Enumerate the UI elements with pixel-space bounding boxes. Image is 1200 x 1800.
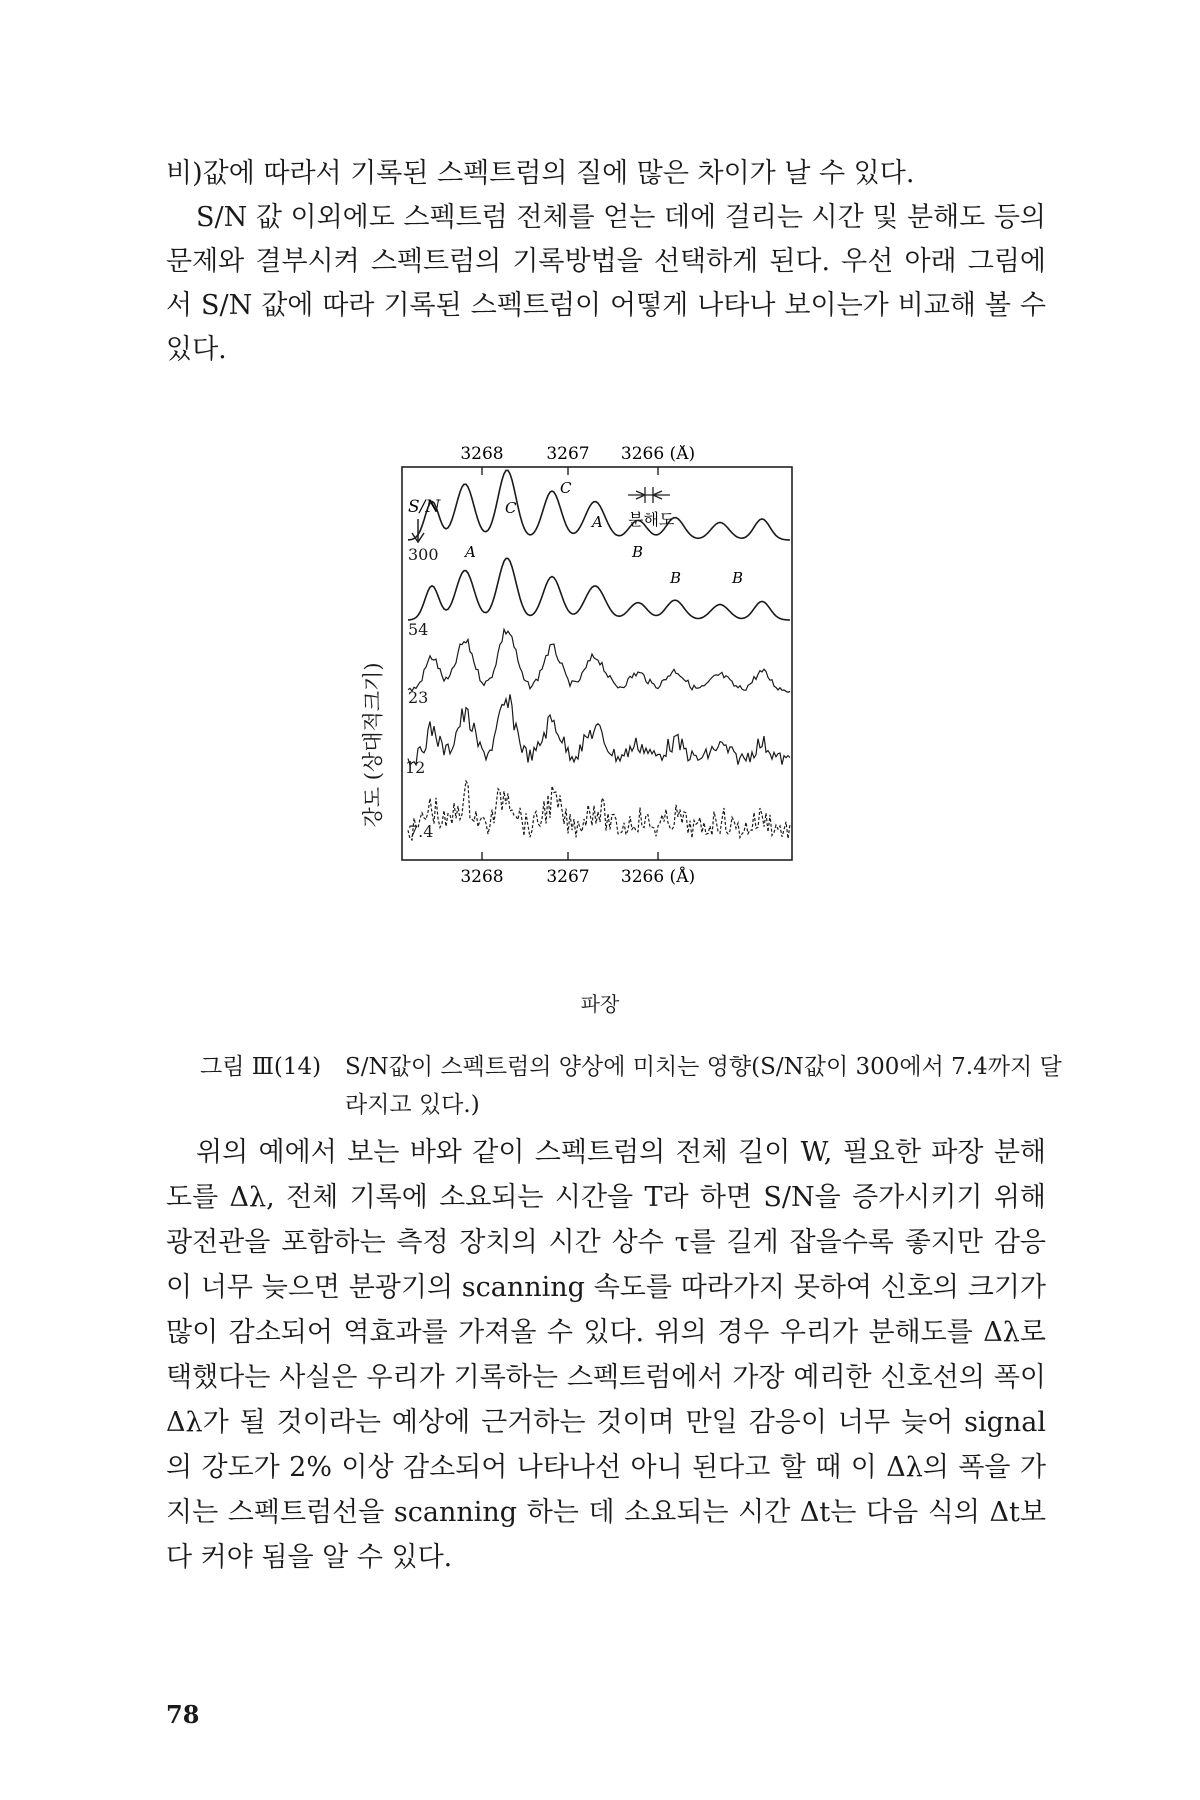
spectrum-trace-12 — [408, 694, 790, 765]
bottom-tick-3267: 3267 — [546, 867, 590, 887]
top-tick-3267: 3267 — [546, 445, 590, 464]
peak-label-c2: C — [560, 479, 572, 497]
peak-label-b2: B — [670, 569, 682, 587]
series-label-23: 23 — [408, 688, 429, 707]
peak-label-b3: B — [732, 569, 744, 587]
bottom-tick-3268: 3268 — [460, 867, 504, 887]
bottom-tick-3266: 3266 (Å) — [620, 867, 696, 887]
page-number: 78 — [166, 1700, 200, 1729]
peak-label-b1: B — [632, 543, 644, 561]
paragraph-scanning-time: 위의 예에서 보는 바와 같이 스펙트럼의 전체 길이 W, 필요한 파장 분해도를 Δλ, 전체 기록에 소요되는 시간을 T라 하면 S/N을 증가시키기 위해 광전관을 포함하는 측정 장치의 시간 상수 τ를 길게 잡을수록 좋지만 감응이 너무 늦으면 분광기의 scanning 속도를 따라가지 못하여 신호의 크기가 많이 감소되어 역효과를 가져올 수 있다. 위의 경우 우리가 분해도를 Δλ로 택했다는 사실은 우리가 기록하는 스펙트럼에서 가장 예리한 신호선의 폭이 Δλ가 될 것이라는 예상에 근거하는 것이며 만일 감응이 너무 늦어 signal의 강도가 2% 이상 감소되어 나타나선 아니 된다고 할 때 이 Δλ의 폭을 가지는 스펙트럼선을 scanning 하는 데 소요되는 시간 Δt는 다음 식의 Δt보다 커야 됨을 알 수 있다. — [166, 1137, 1046, 1573]
caption-label: 그림 Ⅲ(14) — [200, 1054, 322, 1080]
figure-y-axis-label: 강도 (상대적크기) — [361, 662, 385, 828]
spectrum-trace-54 — [408, 558, 790, 620]
paragraph-sn-comparison: S/N 값 이외에도 스펙트럼 전체를 얻는 데에 걸리는 시간 및 분해도 등의 문제와 결부시켜 스펙트럼의 기록방법을 선택하게 된다. 우선 아래 그림에서 S/N 값에 따라 기록된 스펙트럼이 어떻게 나타나 보이는가 비교해 볼 수 있다. — [166, 202, 1046, 365]
figure-x-axis-label: 파장 — [580, 992, 620, 1016]
paragraph-intro: 비)값에 따라서 기록된 스펙트럼의 질에 많은 차이가 날 수 있다. — [166, 158, 915, 189]
series-label-300: 300 — [408, 545, 439, 564]
peak-label-a1: A — [465, 543, 476, 561]
spectrum-trace-23 — [408, 629, 790, 692]
resolution-label: 분해도 — [628, 510, 675, 529]
series-label-7-4: 7.4 — [408, 822, 434, 841]
figure-caption — [200, 1048, 1080, 1118]
top-tick-3268: 3268 — [460, 445, 504, 464]
peak-label-c1: C — [505, 499, 517, 517]
peak-label-a2: A — [592, 513, 603, 531]
spectrum-figure — [370, 445, 800, 990]
sn-header: S/N — [408, 497, 441, 517]
series-label-54: 54 — [408, 620, 429, 639]
series-label-12: 12 — [405, 758, 426, 777]
resolution-marker — [628, 487, 670, 503]
top-tick-3266: 3266 (Å) — [620, 445, 696, 464]
spectrum-trace-7-4 — [408, 781, 790, 840]
caption-text: S/N값이 스펙트럼의 양상에 미치는 영향(S/N값이 300에서 7.4까지 달라지고 있다.) — [345, 1054, 1062, 1118]
